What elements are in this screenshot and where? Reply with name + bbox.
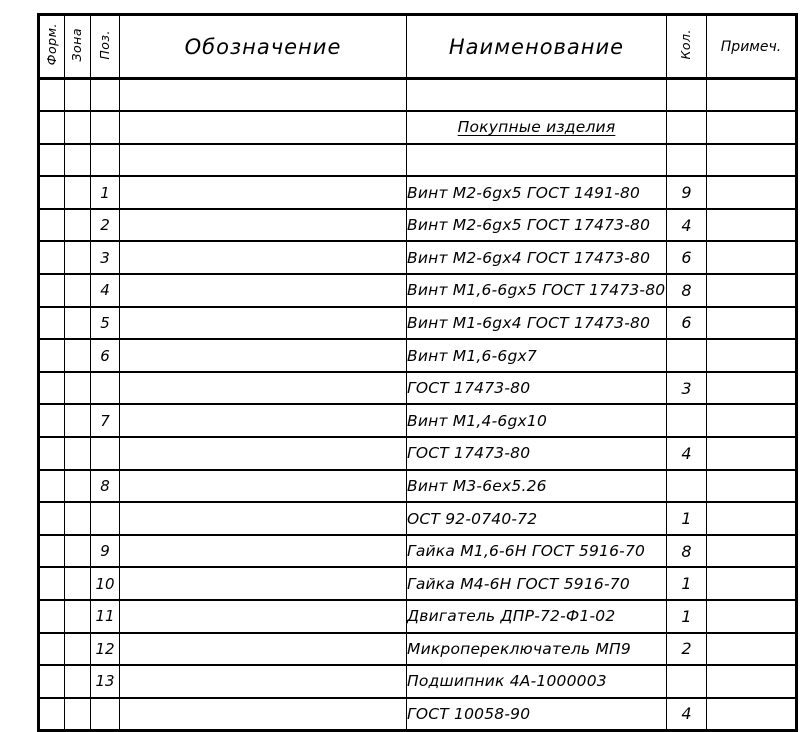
name-cell: Гайка М1,6-6Н ГОСТ 5916-70 xyxy=(407,535,667,568)
table-row xyxy=(39,274,797,307)
zone-cell xyxy=(65,79,91,112)
form-cell xyxy=(39,372,65,405)
table-row xyxy=(39,307,797,340)
qty-cell xyxy=(667,79,707,112)
note-cell xyxy=(707,633,797,666)
note-cell xyxy=(707,437,797,470)
pos-cell: 2 xyxy=(91,209,120,242)
pos-cell: 7 xyxy=(91,404,120,437)
form-cell xyxy=(39,144,65,177)
qty-cell xyxy=(667,470,707,503)
zone-cell xyxy=(65,274,91,307)
name-cell: ГОСТ 17473-80 xyxy=(407,437,667,470)
zone-cell xyxy=(65,339,91,372)
pos-cell: 1 xyxy=(91,176,120,209)
note-cell xyxy=(707,372,797,405)
zone-cell xyxy=(65,111,91,144)
qty-cell: 4 xyxy=(667,209,707,242)
name-cell: Винт М1-6gx4 ГОСТ 17473-80 xyxy=(407,307,667,340)
column-header-qty-label: Кол. xyxy=(678,29,694,60)
note-cell xyxy=(707,339,797,372)
form-cell xyxy=(39,307,65,340)
note-cell xyxy=(707,241,797,274)
name-cell: Гайка М4-6Н ГОСТ 5916-70 xyxy=(407,567,667,600)
form-cell xyxy=(39,111,65,144)
zone-cell xyxy=(65,567,91,600)
name-cell: Винт М1,6-6gx7 xyxy=(407,339,667,372)
name-cell xyxy=(407,79,667,112)
pos-cell: 10 xyxy=(91,567,120,600)
pos-cell: 6 xyxy=(91,339,120,372)
pos-cell xyxy=(91,79,120,112)
form-cell xyxy=(39,502,65,535)
zone-cell xyxy=(65,176,91,209)
table-row xyxy=(39,535,797,568)
pos-cell xyxy=(91,111,120,144)
table-row xyxy=(39,698,797,731)
qty-cell: 2 xyxy=(667,633,707,666)
note-cell xyxy=(707,665,797,698)
zone-cell xyxy=(65,209,91,242)
table-row xyxy=(39,437,797,470)
designation-cell xyxy=(120,404,407,437)
designation-cell xyxy=(120,307,407,340)
table-body xyxy=(39,79,797,731)
specification-table xyxy=(37,13,798,732)
designation-cell xyxy=(120,241,407,274)
name-cell: Микропереключатель МП9 xyxy=(407,633,667,666)
name-cell: Двигатель ДПР-72-Ф1-02 xyxy=(407,600,667,633)
designation-cell xyxy=(120,111,407,144)
form-cell xyxy=(39,274,65,307)
qty-cell: 8 xyxy=(667,535,707,568)
qty-cell: 9 xyxy=(667,176,707,209)
form-cell xyxy=(39,241,65,274)
table-row xyxy=(39,339,797,372)
zone-cell xyxy=(65,665,91,698)
column-header-zone-label: Зона xyxy=(69,27,85,62)
designation-cell xyxy=(120,437,407,470)
zone-cell xyxy=(65,633,91,666)
note-cell xyxy=(707,111,797,144)
column-header-qty xyxy=(667,15,707,79)
table-row xyxy=(39,372,797,405)
name-cell xyxy=(407,144,667,177)
note-cell xyxy=(707,274,797,307)
form-cell xyxy=(39,339,65,372)
designation-cell xyxy=(120,665,407,698)
designation-cell xyxy=(120,535,407,568)
designation-cell xyxy=(120,209,407,242)
qty-cell: 1 xyxy=(667,600,707,633)
qty-cell: 1 xyxy=(667,502,707,535)
note-cell xyxy=(707,404,797,437)
column-header-zone xyxy=(65,15,91,79)
zone-cell xyxy=(65,470,91,503)
designation-cell xyxy=(120,79,407,112)
name-cell: ГОСТ 10058-90 xyxy=(407,698,667,731)
designation-cell xyxy=(120,274,407,307)
zone-cell xyxy=(65,437,91,470)
table-row xyxy=(39,144,797,177)
note-cell xyxy=(707,209,797,242)
section-title: Покупные изделия xyxy=(457,118,616,137)
column-header-name: Наименование xyxy=(407,15,667,79)
pos-cell: 3 xyxy=(91,241,120,274)
table-row xyxy=(39,567,797,600)
form-cell xyxy=(39,209,65,242)
pos-cell xyxy=(91,144,120,177)
qty-cell: 3 xyxy=(667,372,707,405)
name-cell: Подшипник 4А-1000003 xyxy=(407,665,667,698)
table-row xyxy=(39,470,797,503)
form-cell xyxy=(39,437,65,470)
table-row xyxy=(39,633,797,666)
note-cell xyxy=(707,698,797,731)
note-cell xyxy=(707,502,797,535)
pos-cell xyxy=(91,437,120,470)
form-cell xyxy=(39,567,65,600)
designation-cell xyxy=(120,698,407,731)
note-cell xyxy=(707,79,797,112)
table-row xyxy=(39,176,797,209)
table-row xyxy=(39,600,797,633)
form-cell xyxy=(39,470,65,503)
table-row xyxy=(39,502,797,535)
name-cell: ОСТ 92-0740-72 xyxy=(407,502,667,535)
form-cell xyxy=(39,665,65,698)
qty-cell xyxy=(667,111,707,144)
note-cell xyxy=(707,600,797,633)
designation-cell xyxy=(120,470,407,503)
note-cell xyxy=(707,535,797,568)
column-header-form-label: Форм. xyxy=(43,23,59,66)
designation-cell xyxy=(120,633,407,666)
column-header-note: Примеч. xyxy=(707,15,797,79)
qty-cell xyxy=(667,404,707,437)
name-cell xyxy=(407,111,667,144)
zone-cell xyxy=(65,600,91,633)
zone-cell xyxy=(65,698,91,731)
qty-cell xyxy=(667,144,707,177)
pos-cell: 5 xyxy=(91,307,120,340)
form-cell xyxy=(39,404,65,437)
zone-cell xyxy=(65,307,91,340)
zone-cell xyxy=(65,372,91,405)
pos-cell: 9 xyxy=(91,535,120,568)
name-cell: Винт М1,6-6gx5 ГОСТ 17473-80 xyxy=(407,274,667,307)
table-row xyxy=(39,404,797,437)
table-row xyxy=(39,665,797,698)
qty-cell: 4 xyxy=(667,437,707,470)
name-cell: ГОСТ 17473-80 xyxy=(407,372,667,405)
pos-cell: 4 xyxy=(91,274,120,307)
designation-cell xyxy=(120,176,407,209)
zone-cell xyxy=(65,535,91,568)
column-header-pos-label: Поз. xyxy=(96,29,112,60)
qty-cell xyxy=(667,339,707,372)
note-cell xyxy=(707,144,797,177)
designation-cell xyxy=(120,567,407,600)
qty-cell: 1 xyxy=(667,567,707,600)
table-row xyxy=(39,79,797,112)
name-cell: Винт М1,4-6gx10 xyxy=(407,404,667,437)
column-header-pos xyxy=(91,15,120,79)
zone-cell xyxy=(65,241,91,274)
name-cell: Винт М2-6gx5 ГОСТ 17473-80 xyxy=(407,209,667,242)
pos-cell: 13 xyxy=(91,665,120,698)
qty-cell xyxy=(667,665,707,698)
pos-cell: 12 xyxy=(91,633,120,666)
pos-cell xyxy=(91,372,120,405)
form-cell xyxy=(39,600,65,633)
designation-cell xyxy=(120,372,407,405)
zone-cell xyxy=(65,144,91,177)
column-header-form xyxy=(39,15,65,79)
designation-cell xyxy=(120,600,407,633)
form-cell xyxy=(39,535,65,568)
form-cell xyxy=(39,176,65,209)
header-row xyxy=(39,15,797,79)
qty-cell: 4 xyxy=(667,698,707,731)
name-cell: Винт М2-6gx5 ГОСТ 1491-80 xyxy=(407,176,667,209)
form-cell xyxy=(39,79,65,112)
table-row xyxy=(39,241,797,274)
column-header-designation: Обозначение xyxy=(120,15,407,79)
zone-cell xyxy=(65,502,91,535)
form-cell xyxy=(39,698,65,731)
designation-cell xyxy=(120,339,407,372)
designation-cell xyxy=(120,502,407,535)
pos-cell: 11 xyxy=(91,600,120,633)
note-cell xyxy=(707,176,797,209)
zone-cell xyxy=(65,404,91,437)
qty-cell: 8 xyxy=(667,274,707,307)
pos-cell xyxy=(91,502,120,535)
table-row xyxy=(39,209,797,242)
designation-cell xyxy=(120,144,407,177)
name-cell: Винт М3-6ex5.26 xyxy=(407,470,667,503)
note-cell xyxy=(707,567,797,600)
pos-cell: 8 xyxy=(91,470,120,503)
form-cell xyxy=(39,633,65,666)
pos-cell xyxy=(91,698,120,731)
name-cell: Винт М2-6gx4 ГОСТ 17473-80 xyxy=(407,241,667,274)
note-cell xyxy=(707,470,797,503)
qty-cell: 6 xyxy=(667,307,707,340)
qty-cell: 6 xyxy=(667,241,707,274)
table-row xyxy=(39,111,797,144)
note-cell xyxy=(707,307,797,340)
